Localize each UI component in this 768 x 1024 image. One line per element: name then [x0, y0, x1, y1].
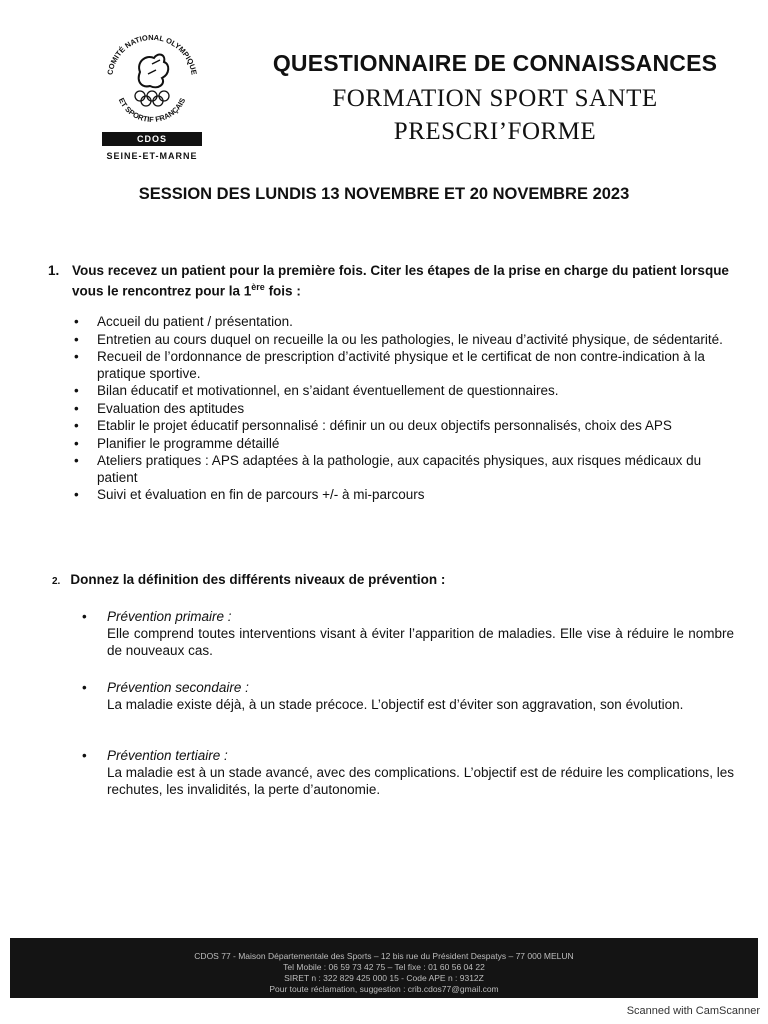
- prevention-description: La maladie existe déjà, à un stade précoce. L’objectif est d’éviter son aggravation, son évolution.: [107, 697, 684, 712]
- footer-contact-band: [10, 938, 758, 998]
- prevention-title: Prévention primaire :: [107, 609, 232, 624]
- logo-region: SEINE-ET-MARNE: [106, 151, 198, 161]
- list-item: • Evaluation des aptitudes: [74, 400, 245, 416]
- scanner-watermark: Scanned with CamScanner: [626, 1005, 760, 1017]
- footer-address: CDOS 77 - Maison Départementale des Sports – 12 bis rue du Président Despatys – 77 000 MELUN: [194, 951, 574, 961]
- bullet-icon: •: [74, 349, 79, 364]
- cdos-logo: [96, 24, 208, 169]
- svg-text:ET SPORTIF FRANÇAIS: ET SPORTIF FRANÇAIS: [116, 96, 188, 125]
- bullet-icon: •: [74, 453, 79, 468]
- bullet-icon: •: [74, 383, 79, 398]
- question-text: Donnez la définition des différents niveaux de prévention :: [70, 572, 446, 587]
- footer-phones: Tel Mobile : 06 59 73 42 75 – Tel fixe : 01 60 56 04 22: [283, 962, 485, 972]
- question-number: 2.: [52, 576, 61, 587]
- bullet-icon: •: [82, 609, 87, 624]
- list-item: • Ateliers pratiques : APS adaptées à la pathologie, aux capacités physiques, aux risques médicaux du patient: [74, 453, 702, 485]
- prevention-description: La maladie est à un stade avancé, avec des complications. L’objectif est de réduire les complications, les rechutes, les invalidités, la perte d’autonomie.: [107, 765, 734, 797]
- footer-siret: SIRET n : 322 829 425 000 15 - Code APE n : 9312Z: [284, 973, 484, 983]
- prevention-title: Prévention tertiaire :: [107, 748, 228, 763]
- document-subtitle-1: FORMATION SPORT SANTE: [332, 85, 658, 112]
- list-item: • Entretien au cours duquel on recueille la ou les pathologies, le niveau d’activité physique, de sédentarité.: [74, 331, 723, 347]
- bullet-icon: •: [74, 487, 79, 502]
- list-item: • Planifier le programme détaillé: [74, 435, 280, 451]
- prevention-secondary: [82, 679, 734, 713]
- bullet-icon: •: [74, 418, 79, 433]
- bullet-icon: •: [74, 331, 79, 347]
- bullet-icon: •: [74, 314, 79, 329]
- list-item: • Accueil du patient / présentation.: [74, 314, 293, 329]
- bullet-icon: •: [74, 400, 79, 416]
- logo-badge: CDOS: [102, 132, 202, 146]
- document-subtitle-2: PRESCRI’FORME: [393, 118, 597, 145]
- bullet-icon: •: [82, 680, 87, 695]
- prevention-description: Elle comprend toutes interventions visant à éviter l’apparition de maladies. Elle vise à réduire le nombre de nouveaux cas.: [107, 626, 734, 658]
- footer-email: Pour toute réclamation, suggestion : crib.cdos77@gmail.com: [269, 984, 499, 994]
- question-number: 1.: [48, 263, 60, 278]
- svg-text:COMITÉ NATIONAL OLYMPIQUE: COMITÉ NATIONAL OLYMPIQUE: [105, 32, 199, 76]
- question-2: [52, 572, 742, 587]
- question-1-answer-list: [74, 314, 736, 505]
- bullet-icon: •: [82, 748, 87, 763]
- list-item: • Etablir le projet éducatif personnalisé : définir un ou deux objectifs personnalisés, choix des APS: [74, 418, 672, 433]
- session-heading: SESSION DES LUNDIS 13 NOVEMBRE ET 20 NOVEMBRE 2023: [138, 185, 630, 203]
- prevention-title: Prévention secondaire :: [107, 680, 249, 695]
- document-title: QUESTIONNAIRE DE CONNAISSANCES: [272, 50, 718, 76]
- prevention-primary: [82, 608, 734, 659]
- olympic-rooster-emblem-icon: [96, 24, 208, 132]
- bullet-icon: •: [74, 435, 79, 451]
- list-item: • Recueil de l’ordonnance de prescription d’activité physique et le certificat de non contre-indication à la pratique sportive.: [74, 349, 705, 381]
- question-text: Vous recevez un patient pour la première fois. Citer les étapes de la prise en charge du patient lorsque vous le rencontrez pour la 1ère fois :: [72, 263, 729, 299]
- prevention-tertiary: [82, 747, 734, 798]
- list-item: • Bilan éducatif et motivationnel, en s’aidant éventuellement de questionnaires.: [74, 383, 559, 398]
- list-item: • Suivi et évaluation en fin de parcours +/- à mi-parcours: [74, 487, 425, 502]
- question-1: [48, 262, 738, 300]
